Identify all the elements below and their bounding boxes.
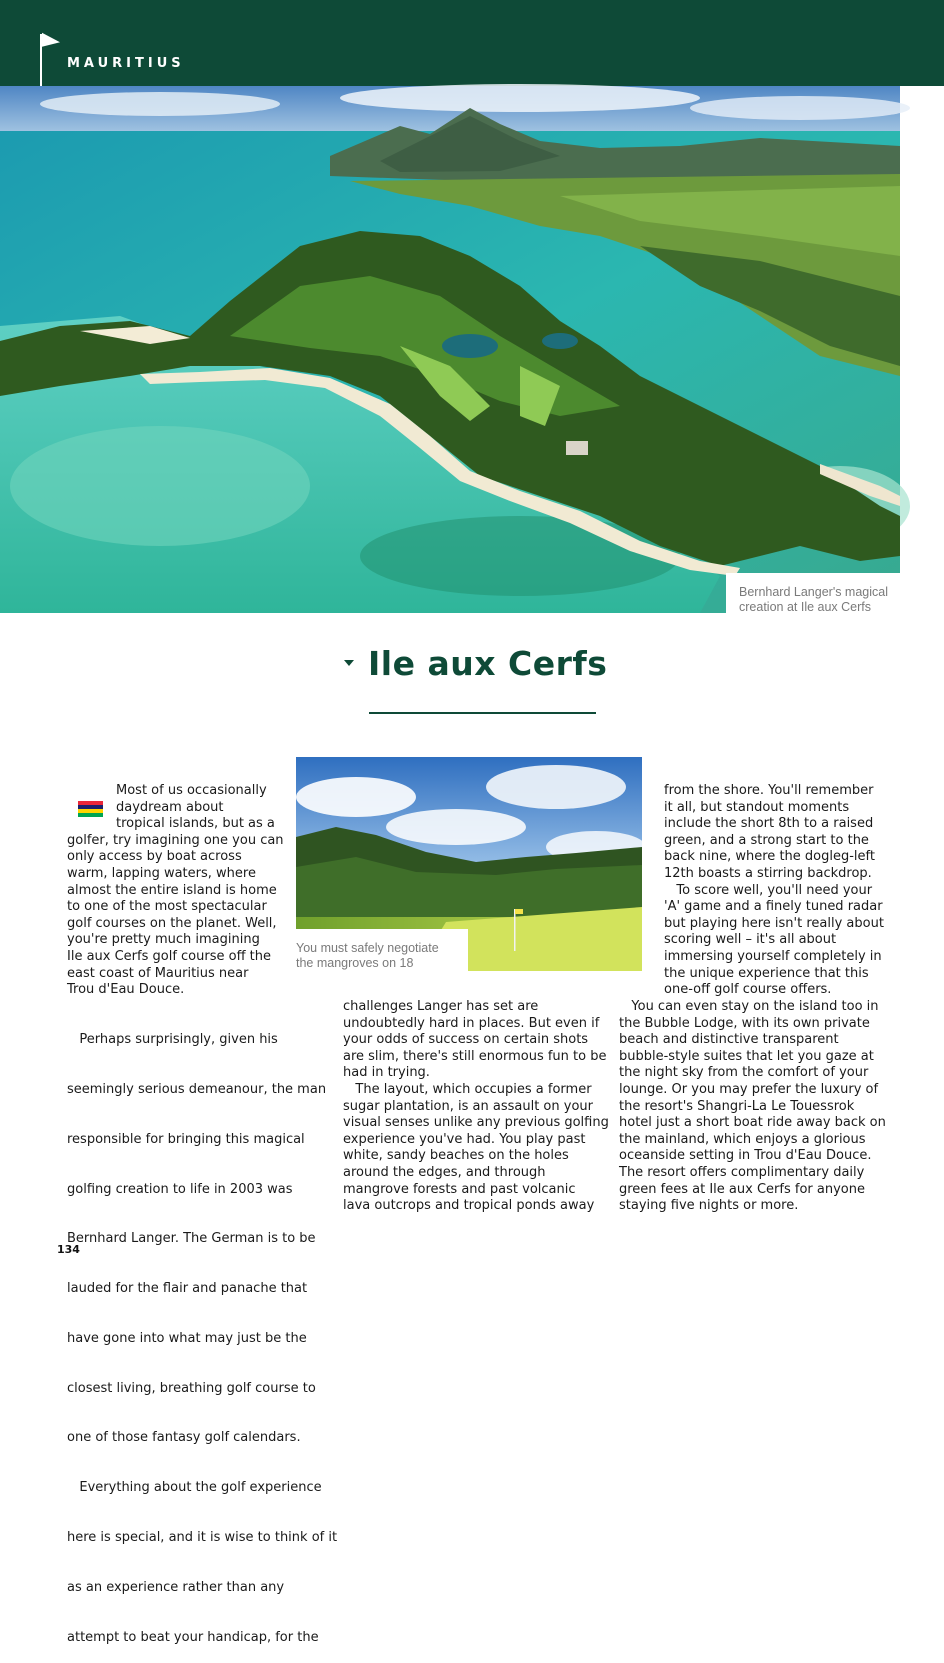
text-line: green fees at Ile aux Cerfs for anyone [619, 1181, 865, 1197]
text-line: beach and distinctive transparent [619, 1032, 839, 1048]
text-line: 'A' game and a finely tuned radar [664, 899, 883, 915]
text-line: the mainland, which enjoys a glorious [619, 1131, 866, 1147]
text-line: hotel just a short boat ride away back on [619, 1115, 886, 1131]
text-line: your odds of success on certain shots [343, 1032, 589, 1048]
section-header-bar [0, 0, 944, 86]
text-line: To score well, you'll need your [664, 882, 873, 898]
text-line: around the edges, and through [343, 1164, 546, 1180]
text-line: You can even stay on the island too in [619, 999, 879, 1014]
text-line: 12th boasts a stirring backdrop. [664, 865, 872, 881]
text-line: the resort's Shangri-La Le Touessrok [619, 1098, 855, 1114]
column-1-top [67, 783, 284, 999]
page-number: 134 [57, 1243, 80, 1256]
text-line: Most of us occasionally [116, 783, 267, 798]
text-line: warm, lapping waters, where [67, 865, 256, 881]
text-line: Bernhard Langer. The German is to be [67, 1231, 316, 1247]
text-line: green, and a strong start to the [664, 832, 869, 848]
text-line: The resort offers complimentary daily [619, 1164, 865, 1180]
text-line: lauded for the flair and panache that [67, 1281, 308, 1297]
text-line: visual senses unlike any previous golfing [343, 1115, 609, 1131]
text-line: lava outcrops and tropical ponds away [343, 1198, 595, 1214]
text-line: attempt to beat your handicap, for the [67, 1629, 319, 1645]
text-line: daydream about [116, 799, 224, 815]
column-2-bottom [343, 999, 609, 1215]
text-line: Trou d'Eau Douce. [67, 982, 185, 998]
article-title: Ile aux Cerfs [368, 644, 608, 683]
hero-photo [0, 86, 900, 613]
text-line: tropical islands, but as a [116, 816, 275, 832]
text-line: responsible for bringing this magical [67, 1131, 305, 1147]
text-line: but playing here isn't really about [664, 915, 884, 931]
inset-caption-line: You must safely negotiate [296, 941, 439, 955]
text-line: experience you've had. You play past [343, 1131, 586, 1147]
text-line: are slim, there's still enormous fun to be [343, 1048, 607, 1064]
hero-photo-art [0, 86, 900, 613]
text-line: Everything about the golf experience [67, 1480, 322, 1496]
inset-caption-line: the mangroves on 18 [296, 956, 414, 970]
text-line: to one of the most spectacular [67, 899, 267, 915]
text-line: Ile aux Cerfs golf course off the [67, 948, 272, 964]
section-label: MAURITIUS [67, 56, 185, 71]
text-line: from the shore. You'll remember [664, 783, 874, 798]
text-line: bubble-style suites that let you gaze at [619, 1048, 874, 1064]
text-line: sugar plantation, is an assault on your [343, 1098, 593, 1114]
text-line: east coast of Mauritius near [67, 965, 249, 981]
text-line: immersing yourself completely in [664, 948, 882, 964]
column-3-bottom [619, 999, 886, 1215]
title-underline [369, 712, 596, 714]
text-line: it all, but standout moments [664, 799, 850, 815]
hero-caption-line: Bernhard Langer's magical [739, 585, 888, 599]
text-line: mangrove forests and past volcanic [343, 1181, 576, 1197]
text-line: white, sandy beaches on the holes [343, 1148, 569, 1164]
text-line: Perhaps surprisingly, given his [67, 1032, 278, 1048]
text-line: the Bubble Lodge, with its own private [619, 1015, 870, 1031]
text-line: almost the entire island is home [67, 882, 277, 898]
text-line: here is special, and it is wise to think of it [67, 1530, 338, 1545]
golf-flag-icon [42, 33, 60, 50]
text-line: golf courses on the planet. Well, [67, 915, 277, 931]
text-line: had in trying. [343, 1065, 430, 1081]
text-line: you're pretty much imagining [67, 932, 260, 948]
text-line: staying five nights or more. [619, 1198, 799, 1214]
text-line: oceanside setting in Trou d'Eau Douce. [619, 1148, 872, 1164]
hero-caption-line: creation at Ile aux Cerfs [739, 600, 872, 614]
text-line: one of those fantasy golf calendars. [67, 1430, 301, 1446]
text-line: one-off golf course offers. [664, 982, 832, 998]
text-line: lounge. Or you may prefer the luxury of [619, 1081, 879, 1097]
text-line: closest living, breathing golf course to [67, 1380, 316, 1396]
text-line: the night sky from the comfort of your [619, 1065, 869, 1081]
text-line: challenges Langer has set are [343, 999, 539, 1014]
text-line: golfing creation to life in 2003 was [67, 1181, 293, 1197]
text-line: The layout, which occupies a former [343, 1081, 592, 1097]
text-line: back nine, where the dogleg-left [664, 849, 875, 865]
column-3-top [664, 783, 884, 999]
text-line: have gone into what may just be the [67, 1330, 307, 1346]
inset-caption [296, 941, 466, 971]
text-line: golfer, try imagining one you can [67, 832, 284, 848]
text-line: scoring well – it's all about [664, 932, 837, 948]
text-line: only access by boat across [67, 849, 242, 865]
text-line: as an experience rather than any [67, 1579, 285, 1595]
text-line: include the short 8th to a raised [664, 816, 874, 832]
column-1-bottom [67, 999, 337, 1663]
hero-caption [739, 585, 919, 615]
text-line: the unique experience that this [664, 965, 869, 981]
triangle-down-icon [344, 660, 354, 666]
text-line: undoubtedly hard in places. But even if [343, 1015, 600, 1031]
text-line: seemingly serious demeanour, the man [67, 1081, 327, 1097]
